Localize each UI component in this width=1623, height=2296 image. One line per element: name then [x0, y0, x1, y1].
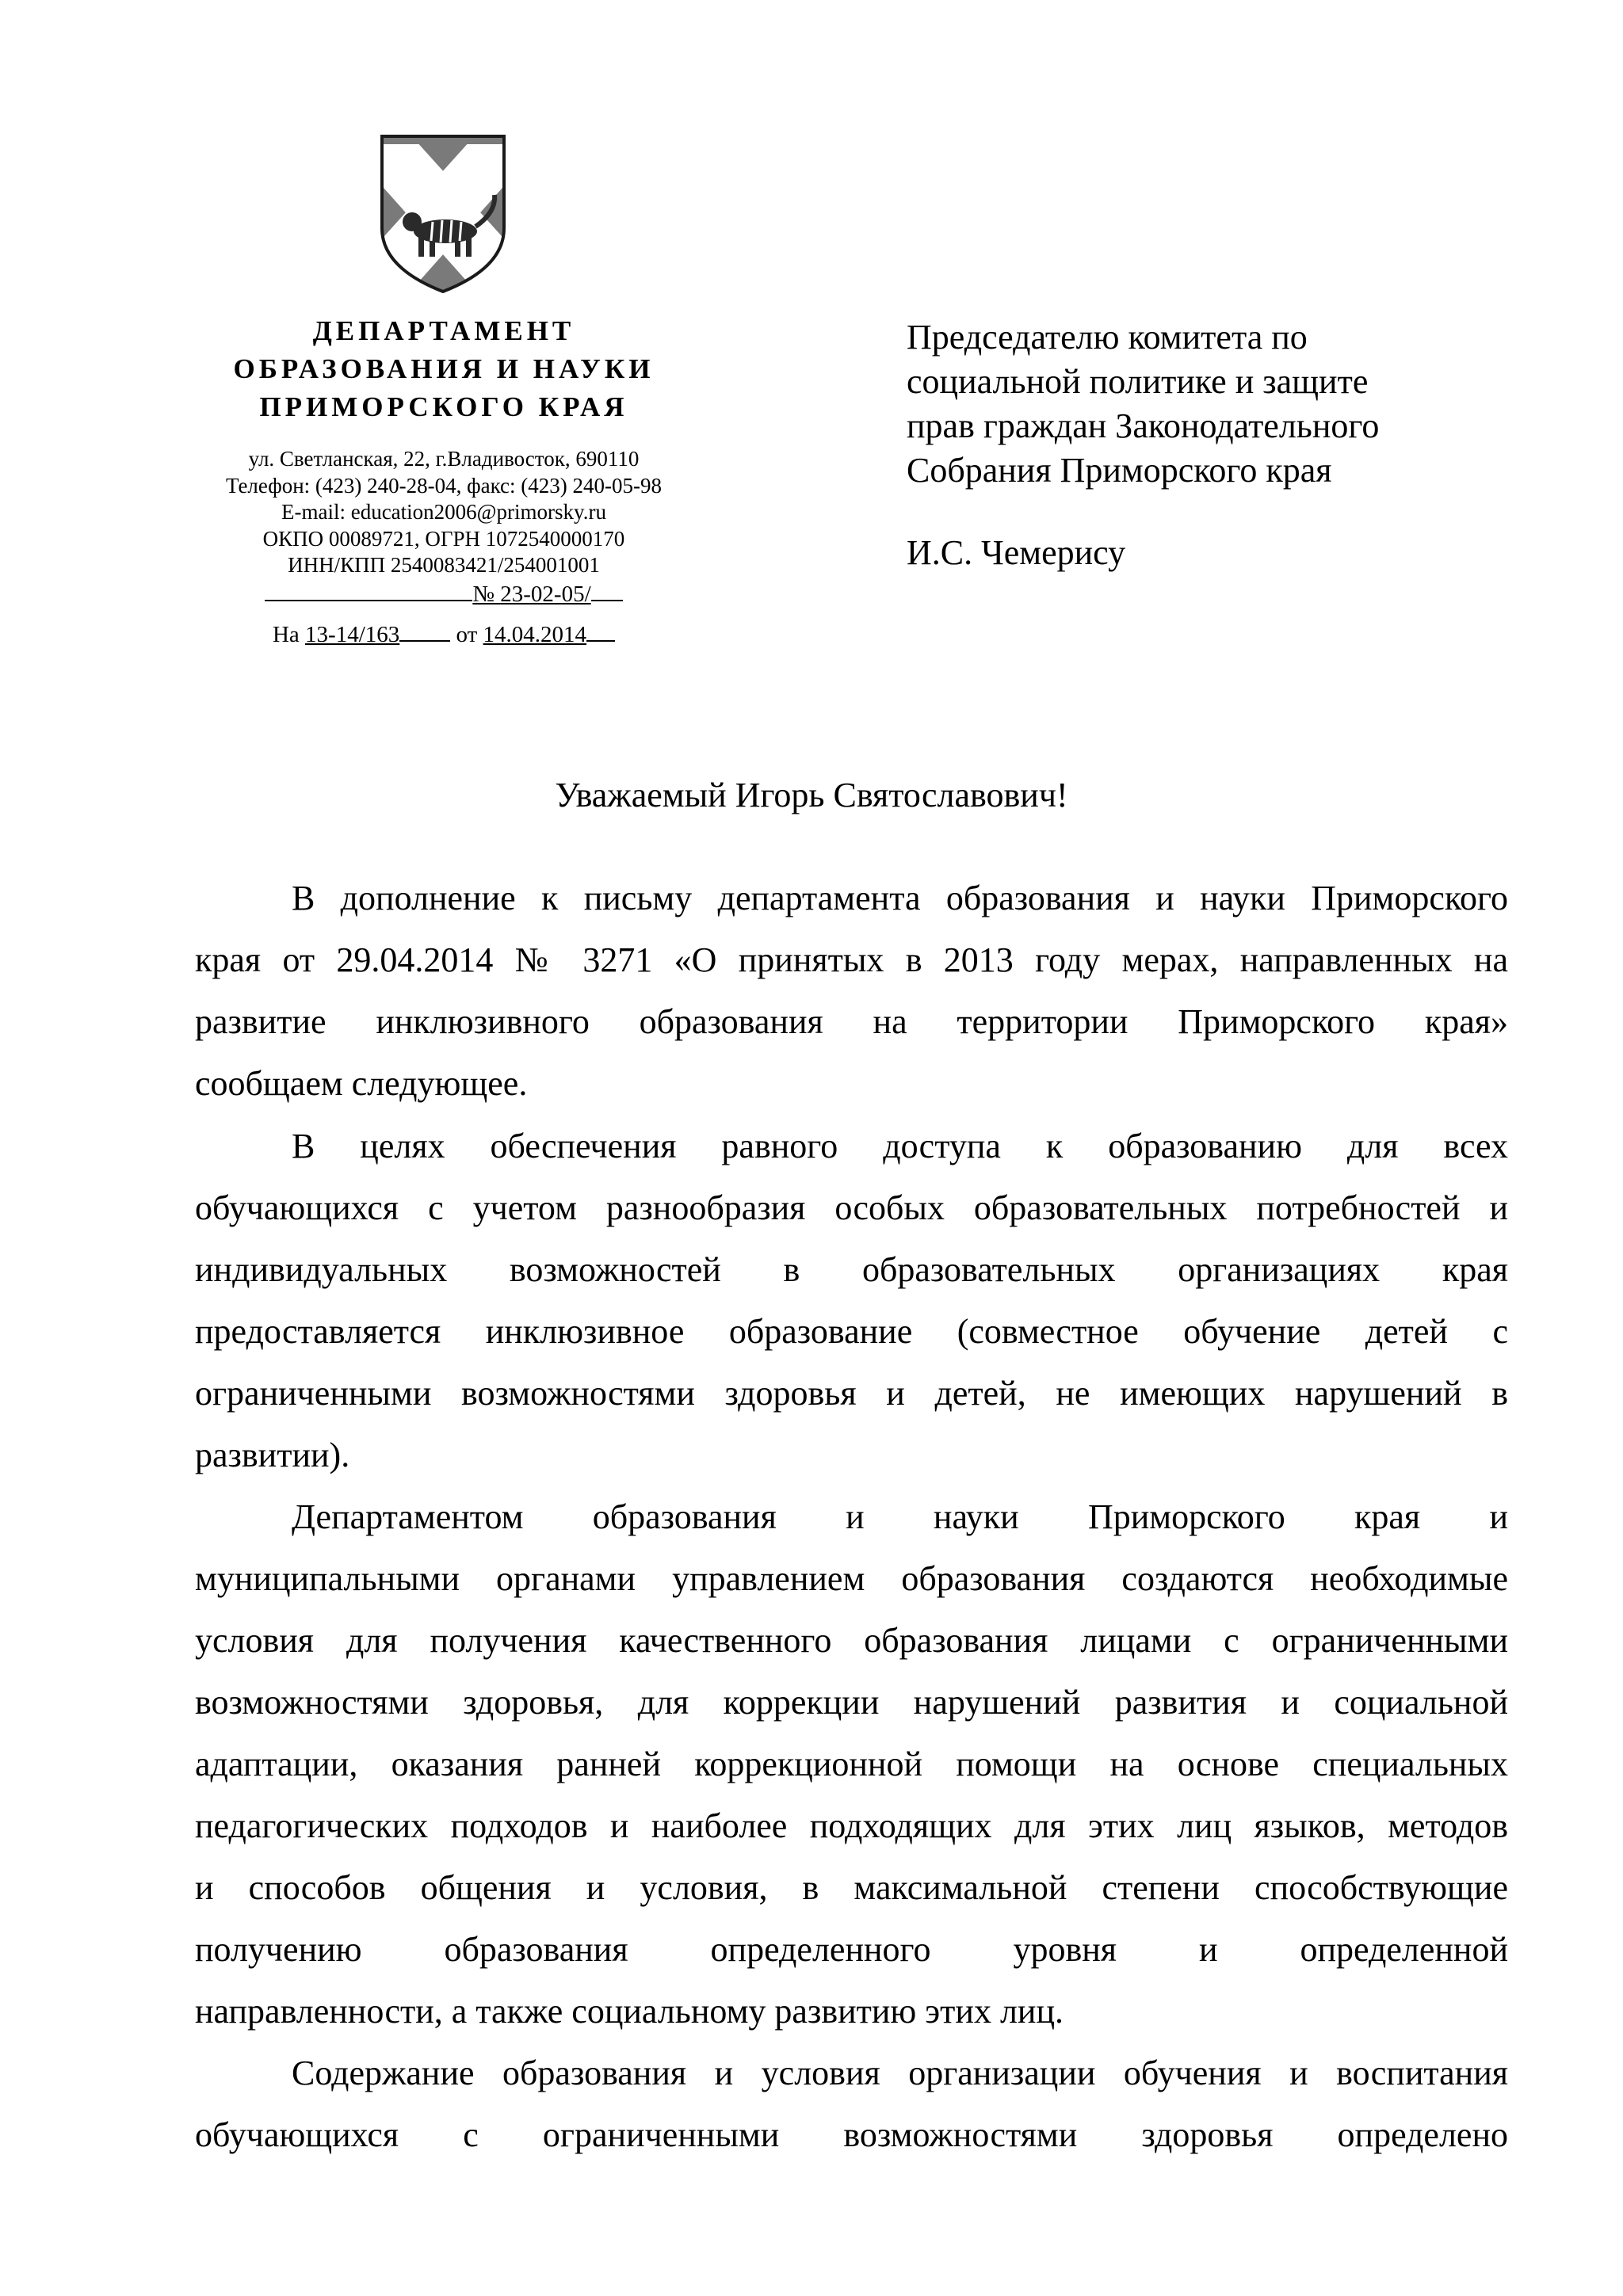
body-line: развитие инклюзивного образования на территории Приморского края» [195, 1002, 1508, 1041]
body-line: обучающихся с ограниченными возможностями здоровья определено [195, 2115, 1508, 2154]
department-name-line: ОБРАЗОВАНИЯ И НАУКИ [233, 353, 655, 384]
phone-line: Телефон: (423) 240-28-04, факс: (423) 240-05-98 [225, 473, 663, 498]
body-line: получению образования определенного уровня и определенной [195, 1930, 1508, 1969]
body-line: условия для получения качественного образования лицами с ограниченными [195, 1621, 1508, 1660]
body-line: и способов общения и условия, в максимальной степени способствующие [195, 1868, 1508, 1907]
greeting: Уважаемый Игорь Святославович! [555, 776, 1068, 814]
coat-of-arms-emblem [377, 133, 509, 296]
department-name-line: ПРИМОРСКОГО КРАЯ [259, 391, 628, 422]
department-name [151, 312, 737, 426]
body-line: развитии). [195, 1436, 350, 1474]
addressee-line: социальной политике и защите [907, 362, 1369, 401]
addressee-line: прав граждан Законодательного [907, 406, 1380, 445]
outgoing-number-prefix: № [472, 582, 501, 607]
body-line: края от 29.04.2014 № 3271 «О принятых в 2013 году мерах, направленных на [195, 940, 1508, 979]
body-line: Департаментом образования и науки Приморского края и [292, 1497, 1508, 1536]
blank-field [586, 621, 615, 642]
body-line: В целях обеспечения равного доступа к образованию для всех [292, 1127, 1508, 1165]
department-contacts [151, 446, 737, 579]
blank-field [591, 581, 623, 601]
addressee-block [907, 315, 1556, 493]
body-line: сообщаем следующее. [195, 1064, 528, 1103]
body-line: предоставляется инклюзивное образование (совместное обучение детей с [195, 1312, 1508, 1351]
blank-field [265, 581, 472, 601]
addressee-line: Председателю комитета по [907, 318, 1308, 357]
body-line: муниципальными органами управлением образования создаются необходимые [195, 1559, 1508, 1598]
body-line: педагогических подходов и наиболее подходящих для этих лиц языков, методов [195, 1806, 1508, 1845]
outgoing-number: 23-02-05/ [500, 582, 591, 607]
body-line: обучающихся с учетом разнообразия особых образовательных потребностей и [195, 1188, 1508, 1227]
reply-date-prefix: от [456, 622, 483, 647]
body-line: индивидуальных возможностей в образовательных организациях края [195, 1250, 1508, 1289]
inn-line: ИНН/КПП 2540083421/254001001 [288, 553, 600, 577]
okpo-line: ОКПО 00089721, ОГРН 1072540000170 [262, 526, 625, 551]
body-line: возможностями здоровья, для коррекции нарушений развития и социальной [195, 1683, 1508, 1722]
address-line: ул. Светланская, 22, г.Владивосток, 690110 [248, 447, 640, 471]
body-line: ограниченными возможностями здоровья и детей, не имеющих нарушений в [195, 1374, 1508, 1413]
department-name-line: ДЕПАРТАМЕНТ [312, 315, 575, 346]
outgoing-number-line [151, 581, 737, 608]
body-line: В дополнение к письму департамента образования и науки Приморского [292, 879, 1508, 917]
body-line: Содержание образования и условия организации обучения и воспитания [292, 2054, 1508, 2092]
addressee-name: И.С. Чемерису [907, 533, 1126, 572]
blank-field [399, 621, 450, 642]
reply-to-date: 14.04.2014 [483, 622, 587, 647]
reply-to-number: 13-14/163 [305, 622, 400, 647]
body-line: адаптации, оказания ранней коррекционной помощи на основе специальных [195, 1745, 1508, 1783]
addressee-line: Собрания Приморского края [907, 451, 1332, 490]
reply-to-prefix: На [272, 622, 306, 647]
reply-reference-line [151, 621, 737, 648]
body-line: направленности, а также социальному развитию этих лиц. [195, 1992, 1064, 2031]
email-line: E-mail: education2006@primorsky.ru [281, 500, 607, 524]
